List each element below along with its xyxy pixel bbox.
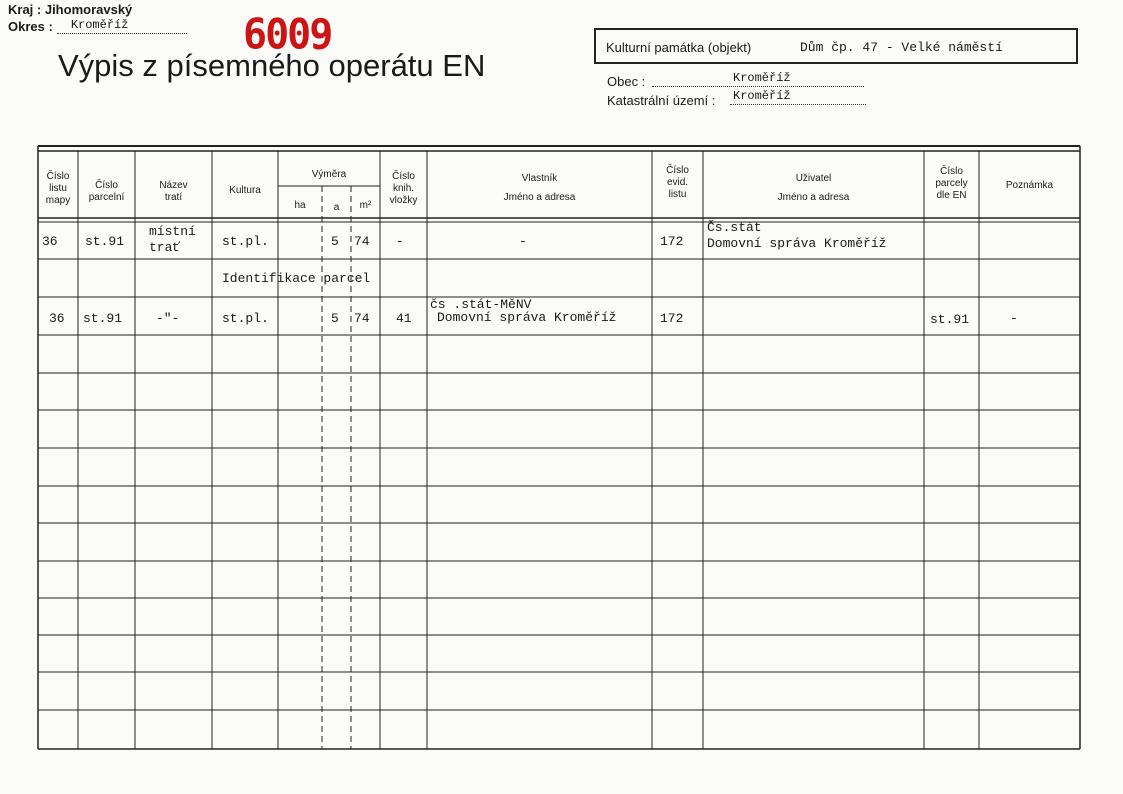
kulturni-pamatka-label: Kulturní památka (objekt) [606,40,752,55]
kulturni-pamatka-value: Dům čp. 47 - Velké náměstí [800,40,1003,55]
header-line: Jméno a adresa [777,192,850,203]
header-line: Jméno a adresa [503,192,576,203]
row3-vlastnik-line1: čs .stát-MěNV [430,297,532,312]
row1-uzivatel-line1: Čs.stát [707,220,762,235]
row3-list: 36 [49,311,65,326]
header-uzivatel [703,169,924,207]
stamp-number: 6009 [243,10,332,60]
header-cislo-evid-listu [652,165,703,201]
page-title: Výpis z písemného operátu EN [58,48,486,83]
row1-trat-line2: trať [149,240,181,255]
row3-kultura: st.pl. [222,311,269,326]
row1-kultura: st.pl. [222,234,269,249]
header-line: parcely [935,178,968,189]
header-line: evid. [666,177,689,188]
row1-a: 5 [331,234,339,249]
row3-vlastnik-line2: Domovní správa Kroměříž [437,310,617,325]
header-poznamka: Poznámka [1005,180,1054,191]
header-line: tratí [164,192,183,203]
katastralni-label: Katastrální území : [607,93,716,108]
row1-vlozka: - [396,234,404,249]
header-line: Číslo [392,171,415,182]
header-cislo-listu-mapy [38,171,78,207]
header-line: Číslo [95,180,118,191]
row3-parcela-en: st.91 [930,312,970,327]
okres-value: Kroměříž [70,18,129,32]
header-line: knih. [392,183,415,194]
header-vlastnik [427,169,652,207]
header-line: mapy [45,195,71,206]
header-cislo-parcelni [78,180,135,204]
header-ha: ha [294,200,306,211]
row1-parcela: st.91 [85,234,125,249]
header-nazev-trati [135,180,212,204]
katastralni-value: Kroměříž [733,89,791,103]
header-line: vložky [389,195,418,206]
row1-uzivatel-line2: Domovní správa Kroměříž [707,236,887,251]
header-line: dle EN [936,190,967,201]
header-a: a [333,202,340,213]
header-vymera: Výměra [311,169,347,180]
header-line: listu [668,189,687,200]
header-line: listu [49,183,67,194]
row3-parcela: st.91 [83,311,123,326]
row2-identifikace-note: Identifikace parcel [222,271,371,286]
row3-vlozka: 41 [396,311,412,326]
row3-a: 5 [331,311,339,326]
row3-trat: -"- [156,311,180,326]
row1-m2: 74 [354,234,370,249]
header-line: Název [159,180,188,191]
header-line: Vlastník [521,173,558,184]
header-line: Číslo [940,166,963,177]
row1-vlastnik: - [519,234,527,249]
row3-m2: 74 [354,311,370,326]
header-line: parcelní [88,192,125,203]
header-line: Číslo [46,171,70,182]
row3-evid: 172 [660,311,684,326]
header-cislo-parcely-dle-en [924,166,979,202]
header-line: Číslo [666,165,689,176]
header-kultura: Kultura [229,185,261,196]
row1-list: 36 [42,234,58,249]
obec-label: Obec : [607,74,646,89]
obec-value: Kroměříž [733,71,791,85]
header-line: Uživatel [795,173,832,184]
header-cislo-knih-vlozky [380,171,427,207]
row1-trat-line1: místní [149,224,196,239]
kraj-label: Kraj : Jihomoravský [8,2,133,17]
header-m2: m² [359,200,372,211]
row3-poznamka: - [1010,311,1018,326]
row1-evid: 172 [660,234,684,249]
okres-label: Okres : [8,19,53,34]
